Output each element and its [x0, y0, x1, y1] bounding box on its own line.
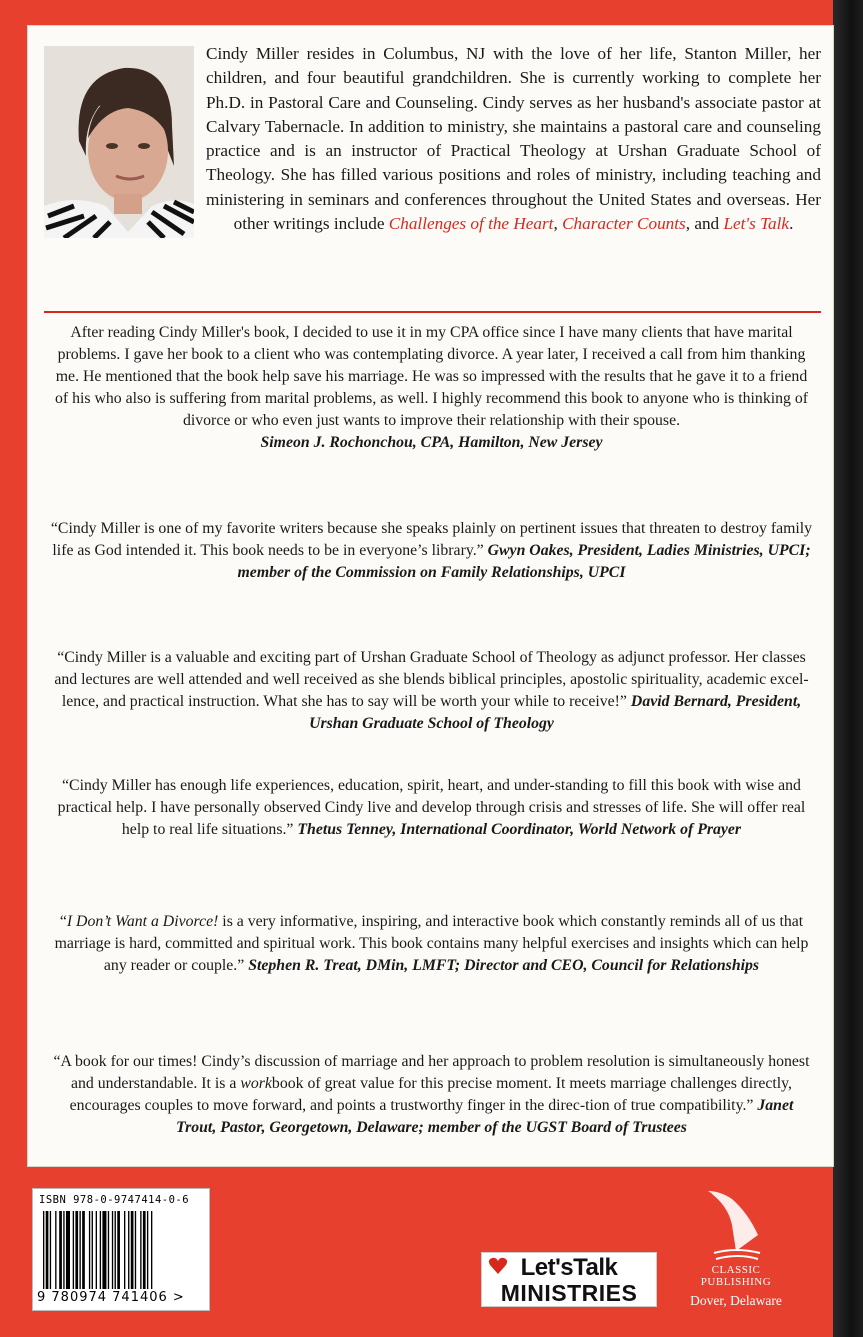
barcode-bars	[43, 1211, 201, 1289]
review-text: “Cindy Miller is one of my favorite writers because she speaks plainly on pertinent issues that threaten to destroy family life as God intended it. This book needs to be in everyone’s library.”	[50, 520, 813, 559]
barcode-bar	[143, 1211, 146, 1289]
barcode-bar	[55, 1211, 56, 1289]
barcode-bar	[140, 1211, 141, 1289]
publisher-name	[676, 1264, 796, 1288]
barcode-bar	[82, 1211, 85, 1289]
barcode-bar	[115, 1211, 116, 1289]
review-italic-work: work	[240, 1075, 272, 1092]
book-title-lets-talk: Let's Talk	[723, 214, 790, 234]
review-text-start: “A book for our times! Cindy’s discussion of marriage and her approach to problem resolution is simultaneously honest and understandable. It is a	[53, 1053, 810, 1092]
review-attribution: Janet Trout, Pastor, Georgetown, Delaware; member of the UGST Board of Trustees	[176, 1097, 794, 1136]
publisher-block	[676, 1185, 796, 1315]
barcode-bar	[100, 1211, 101, 1289]
barcode-bar	[46, 1211, 49, 1289]
review-text: book of great value for this precise moment. It meets marriage challenges directly, encourages couples to move forward, and points a trustworthy finger in the direc-tion of true compatibility.”	[69, 1075, 793, 1114]
bio-text: Cindy Miller resides in Columbus, NJ with the love of her life, Stanton Miller, her children, and four beautiful grandchildren. She is currently working to complete her Ph.D. in Pastoral Care and Counseling. Cindy serves as her husband's associate pastor at Calvary Tabernacle. In addition to ministry, she maintains a pastoral care and counseling practice and is an instructor of Practical Theology at Urshan Graduate School of Theology. She has filled various positions and roles of ministry, including teaching and ministering in seminars and conferences throughout the United States and overseas. Her other writings include	[206, 44, 821, 234]
barcode-bar	[147, 1211, 148, 1289]
barcode-bar	[50, 1211, 51, 1289]
bio-end: .	[789, 214, 794, 234]
barcode-bar	[89, 1211, 90, 1289]
barcode-bar	[102, 1211, 106, 1289]
review-attribution: Thetus Tenney, International Coordinator, World Network of Prayer	[297, 821, 742, 838]
barcode-bar	[75, 1211, 78, 1289]
barcode-bar	[135, 1211, 136, 1289]
publisher-city: Dover, Delaware	[690, 1293, 782, 1308]
isbn-barcode	[32, 1188, 210, 1311]
logo-line-1: Let'sTalk	[520, 1254, 618, 1281]
isbn-label: ISBN 978-0-9747414-0-6	[39, 1194, 190, 1206]
review-book-title: I Don’t Want a Divorce!	[66, 913, 219, 930]
barcode-bar	[96, 1211, 97, 1289]
barcode-bar	[59, 1211, 62, 1289]
book-title-challenges: Challenges of the Heart	[388, 214, 554, 234]
review-tenney	[48, 775, 815, 841]
heart-icon	[488, 1257, 508, 1275]
barcode-bar	[73, 1211, 74, 1289]
review-trout	[48, 1051, 815, 1139]
back-cover-panel	[27, 25, 834, 1167]
review-attribution: Gwyn Oakes, President, Ladies Ministries, UPCI; member of the Commission on Family Relationships, UPCI	[237, 542, 811, 581]
spine-edge	[833, 0, 863, 1337]
review-attribution: Stephen R. Treat, DMin, LMFT; Director and CEO, Council for Relationships	[248, 957, 760, 974]
barcode-bar	[112, 1211, 113, 1289]
barcode-bar	[151, 1211, 152, 1289]
review-attribution: Simeon J. Rochonchou, CPA, Hamilton, New Jersey	[260, 434, 603, 451]
barcode-bar	[108, 1211, 109, 1289]
bio-separator: , and	[685, 214, 724, 234]
barcode-bar	[79, 1211, 80, 1289]
review-text: “Cindy Miller has enough life experiences, education, spirit, heart, and under-standing to fill this book with wise and practical help. I have personally observed Cindy live and develop through crisis and stresses of life. She will offer real help to real life situations.”	[57, 777, 806, 838]
publisher-name-line-1: CLASSIC	[711, 1264, 761, 1276]
barcode-bar	[124, 1211, 125, 1289]
review-text: is a very informative, inspiring, and interactive book which constantly reminds all of us that marriage is hard, committed and spiritual work. This book contains many helpful exercises and insights which can help any reader or couple.”	[54, 913, 809, 974]
quill-icon	[676, 1185, 796, 1265]
barcode-bar	[63, 1211, 64, 1289]
review-text: “Cindy Miller is a valuable and exciting part of Urshan Graduate School of Theology as adjunct professor. Her classes and lectures are well attended and well received as she blends biblical principles, apostolic spirituality, academic excel-lence, and practical instruction. What she has to say will be worth your while to receive!”	[54, 649, 809, 710]
review-attribution: David Bernard, President, Urshan Graduate School of Theology	[309, 693, 802, 732]
barcode-bar	[131, 1211, 134, 1289]
review-rochonchou	[48, 322, 815, 454]
review-text: After reading Cindy Miller's book, I decided to use it in my CPA office since I have many clients that have marital problems. I gave her book to a client who was contemplating divorce. A year later, I received a call from him thanking me. He mentioned that the book help save his marriage. He was so impressed with the results that he gave it to a friend of his who also is suffering from marital problems, as well. I highly recommend this book to anyone who is thinking of divorce or who even just wants to improve their relationship with their spouse.	[54, 324, 809, 429]
review-treat	[48, 911, 815, 977]
barcode-digits: 9 780974 741406 >	[37, 1290, 185, 1305]
author-photo	[44, 46, 194, 238]
logo-line-2: MINISTRIES	[500, 1280, 638, 1306]
review-bernard	[48, 647, 815, 735]
barcode-bar	[92, 1211, 93, 1289]
publisher-name-line-2: PUBLISHING	[700, 1276, 772, 1288]
red-divider	[44, 311, 821, 313]
barcode-bar	[43, 1211, 44, 1289]
bio-separator: ,	[553, 214, 563, 234]
barcode-bar	[66, 1211, 70, 1289]
barcode-bar	[128, 1211, 129, 1289]
book-title-character-counts: Character Counts	[562, 214, 686, 234]
review-oakes	[48, 518, 815, 584]
review-open-quote: “	[59, 913, 67, 930]
lets-talk-ministries-logo	[481, 1252, 657, 1307]
author-bio-section	[44, 42, 821, 238]
barcode-bar	[117, 1211, 120, 1289]
